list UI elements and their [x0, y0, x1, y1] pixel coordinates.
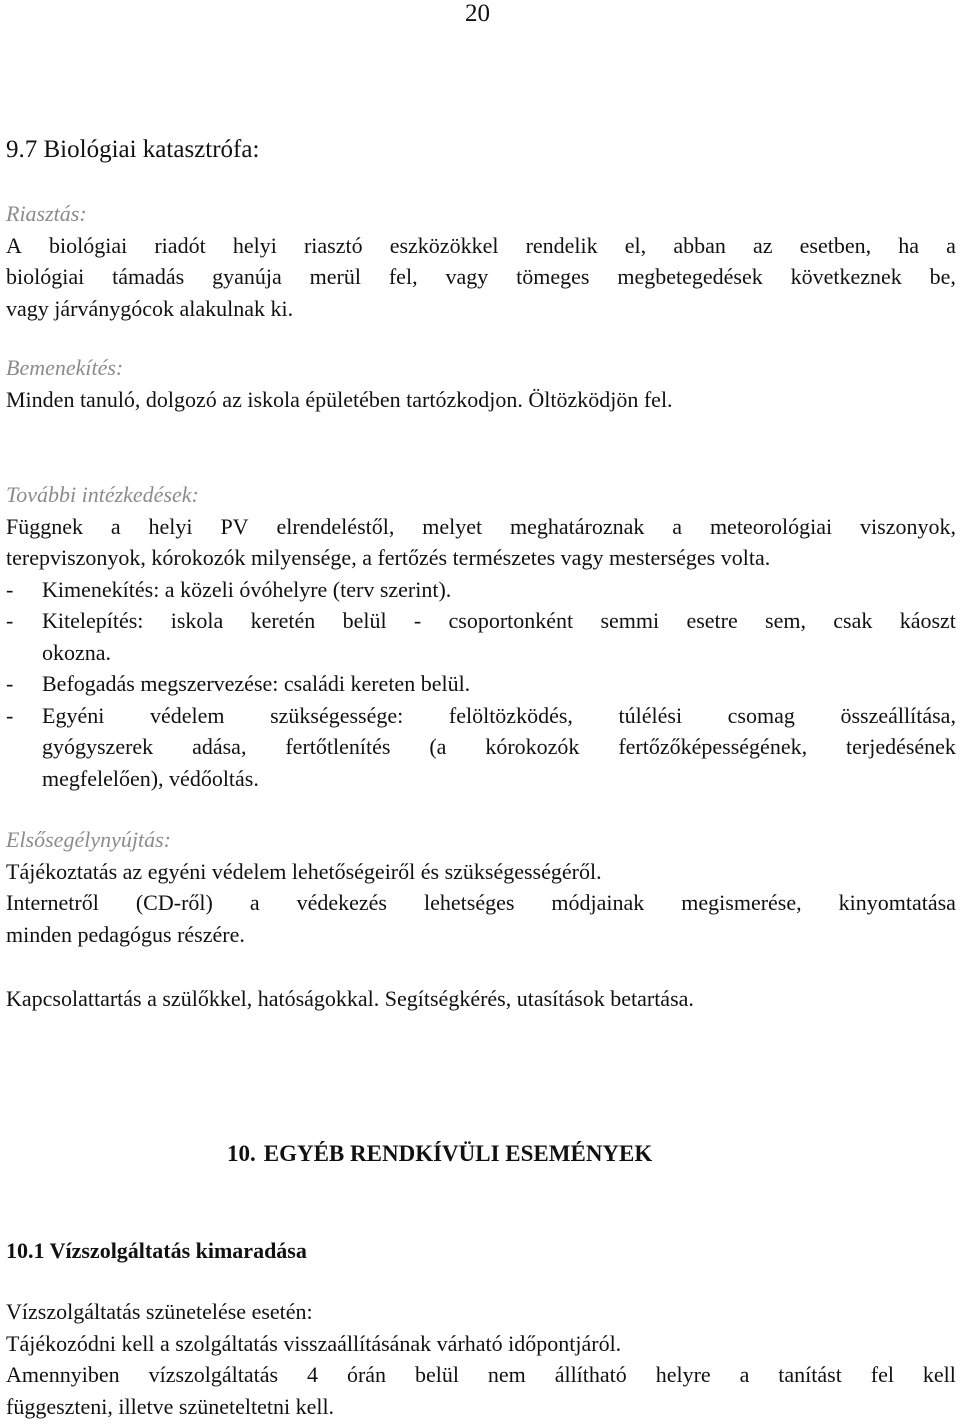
word: következnek: [790, 264, 902, 289]
list-dash: -: [6, 608, 14, 633]
shelter-section: [6, 352, 956, 415]
list-item-relocation: [6, 605, 956, 668]
word: megbetegedések: [617, 264, 763, 289]
word: gyanúja: [212, 264, 282, 289]
word: védelem: [149, 702, 225, 728]
word: (CD-ről): [135, 890, 213, 915]
list-item-line: Befogadás megszervezése: családi kereten belül.: [42, 671, 471, 696]
section-title: 9.7 Biológiai katasztrófa:: [6, 136, 260, 163]
list-dash: -: [6, 702, 14, 728]
word: tanítást: [778, 1362, 842, 1387]
subsection-title: 10.1 Vízszolgáltatás kimaradása: [6, 1238, 307, 1263]
list-item-line: [42, 731, 956, 763]
water-outage-line-1: Tájékozódni kell a szolgáltatás visszaállításának várható időpontjáról.: [6, 1330, 622, 1356]
word: esetben,: [799, 232, 872, 258]
list-dash: -: [6, 671, 14, 696]
word: órán: [346, 1362, 387, 1387]
word: iskola: [170, 608, 224, 633]
list-dash: -: [6, 576, 14, 602]
word: belül: [414, 1362, 459, 1387]
word: csak: [833, 608, 873, 633]
word: fertőzőképességének,: [618, 734, 808, 759]
word: belül: [342, 608, 387, 633]
word: biológiai: [6, 264, 85, 289]
further-label: További intézkedések:: [6, 482, 199, 507]
word: helyre: [655, 1362, 711, 1387]
word: melyet: [422, 513, 483, 539]
chapter-title: EGYÉB RENDKÍVÜLI ESEMÉNYEK: [263, 1141, 653, 1166]
first-aid-line-3: minden pedagógus részére.: [6, 921, 245, 947]
first-aid-line-2: [6, 887, 956, 919]
list-item-evacuation: [6, 574, 956, 606]
shelter-label: Bemenekítés:: [6, 355, 124, 380]
word: Internetről: [6, 890, 99, 915]
word: káoszt: [899, 608, 956, 633]
alarm-line-3: vagy járványgócok alakulnak ki.: [6, 295, 294, 321]
alarm-section: [6, 198, 956, 324]
chapter-heading: [227, 1139, 652, 1169]
word: terjedésének: [846, 734, 956, 759]
word: (a: [429, 734, 447, 759]
word: a: [110, 513, 121, 539]
word: rendelik: [525, 232, 598, 258]
word: keretén: [250, 608, 316, 633]
word: felöltözködés,: [448, 702, 573, 728]
alarm-line-2: [6, 261, 956, 293]
word: túlélési: [618, 702, 683, 728]
word: az: [752, 232, 773, 258]
word: kórokozók: [485, 734, 580, 759]
word: szükségessége:: [270, 702, 404, 728]
word: vízszolgáltatás: [148, 1362, 279, 1387]
word: meteorológiai: [709, 513, 833, 539]
list-item-line: okozna.: [42, 639, 112, 665]
further-section: [6, 479, 956, 794]
water-outage-label: Vízszolgáltatás szünetelése esetén:: [6, 1299, 313, 1324]
word: be,: [929, 264, 956, 289]
word: lehetséges: [424, 890, 515, 915]
word: fel,: [388, 264, 418, 289]
word: kinyomtatása: [838, 890, 956, 915]
chapter-number: 10.: [227, 1141, 256, 1166]
word: csomag: [727, 702, 795, 728]
word: merül: [309, 264, 361, 289]
word: állítható: [554, 1362, 627, 1387]
word: vagy: [445, 264, 489, 289]
further-intro-line-2: terepviszonyok, kórokozók milyensége, a fertőzés természetes vagy mesterséges volta.: [6, 545, 771, 570]
word: 4: [307, 1362, 319, 1387]
word: Amennyiben: [6, 1362, 120, 1387]
word: A: [6, 232, 22, 258]
list-item-reception: [6, 668, 956, 700]
list-item-protection: [6, 700, 956, 795]
word: módjainak: [551, 890, 645, 915]
word: összeállítása,: [840, 702, 956, 728]
list-item-line: [42, 605, 956, 637]
word: helyi: [232, 232, 277, 258]
word: elrendeléstől,: [276, 513, 395, 539]
word: helyi: [148, 513, 193, 539]
word: semmi: [600, 608, 660, 633]
word: csoportonként: [448, 608, 574, 633]
alarm-line-1: [6, 230, 956, 262]
word: Függnek: [6, 513, 83, 539]
word: védekezés: [296, 890, 387, 915]
word: ha: [898, 232, 919, 258]
further-intro-line-1: [6, 511, 956, 543]
word: viszonyok,: [860, 513, 956, 539]
word: a: [946, 232, 956, 258]
page-number: 20: [465, 0, 490, 27]
word: adása,: [192, 734, 247, 759]
word: riadót: [154, 232, 206, 258]
word: Kitelepítés:: [42, 608, 144, 633]
word: el,: [624, 232, 647, 258]
word: meghatároznak: [510, 513, 645, 539]
list-item-line: megfelelően), védőoltás.: [42, 765, 259, 791]
alarm-label: Riasztás:: [6, 201, 87, 226]
first-aid-section: [6, 824, 956, 950]
first-aid-line-1: Tájékoztatás az egyéni védelem lehetőségeiről és szükségességéről.: [6, 858, 602, 884]
word: abban: [673, 232, 726, 258]
word: eszközökkel: [389, 232, 499, 258]
word: a: [739, 1362, 750, 1387]
water-outage-line-2: [6, 1359, 956, 1391]
first-aid-label: Elsősegélynyújtás:: [6, 827, 171, 852]
contact-text: Kapcsolattartás a szülőkkel, hatóságokkal. Segítségkérés, utasítások betartása.: [6, 986, 694, 1011]
word: Egyéni: [42, 702, 105, 728]
list-item-line: [42, 700, 956, 732]
water-outage-line-3: függeszteni, illetve szüneteltetni kell.: [6, 1393, 335, 1419]
list-item-line: Kimenekítés: a közeli óvóhelyre (terv szerint).: [42, 576, 452, 602]
contact-section: [6, 983, 956, 1015]
word: fel: [870, 1362, 894, 1387]
word: PV: [220, 513, 249, 539]
word: megismerése,: [681, 890, 802, 915]
word: riasztó: [303, 232, 363, 258]
word: nem: [487, 1362, 526, 1387]
word: fertőtlenítés: [285, 734, 391, 759]
word: esetre: [686, 608, 738, 633]
word: biológiai: [49, 232, 128, 258]
shelter-text: Minden tanuló, dolgozó az iskola épületében tartózkodjon. Öltözködjön fel.: [6, 386, 673, 412]
word: gyógyszerek: [42, 734, 154, 759]
water-outage-section: [6, 1296, 956, 1422]
word: támadás: [112, 264, 185, 289]
word: sem,: [765, 608, 806, 633]
word: a: [672, 513, 683, 539]
word: -: [413, 608, 422, 633]
word: kell: [922, 1362, 956, 1387]
word: a: [249, 890, 260, 915]
word: tömeges: [516, 264, 590, 289]
